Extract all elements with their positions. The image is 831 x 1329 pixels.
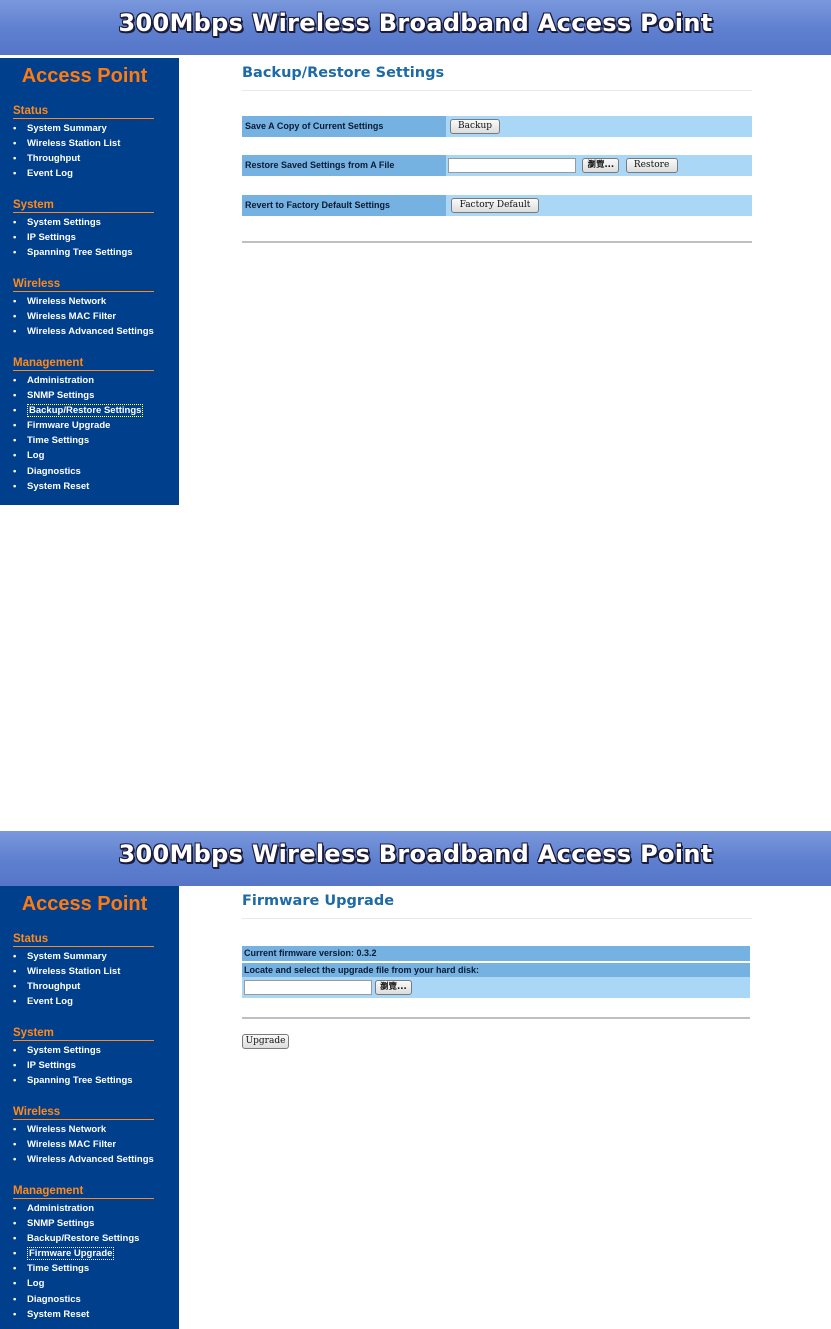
firmware-upgrade-screen (0, 831, 831, 1329)
firmware-version-row: Current firmware version: 0.3.2 (242, 946, 750, 961)
page-title: Backup/Restore Settings (242, 65, 752, 91)
sidebar-item-wireless-mac-filter[interactable]: • Wireless MAC Filter (13, 1139, 117, 1151)
sidebar-item-firmware-upgrade[interactable]: • Firmware Upgrade (13, 420, 111, 432)
restore-button[interactable]: Restore (626, 158, 678, 173)
section-title-system: System (13, 199, 154, 213)
sidebar-item-system-summary[interactable]: • System Summary (13, 951, 107, 962)
section-title-status: Status (13, 105, 154, 119)
sidebar-section-status (13, 105, 154, 181)
sidebar-section-management (13, 1185, 154, 1322)
sidebar-item-system-reset[interactable]: • System Reset (13, 480, 90, 492)
factory-default-button[interactable]: Factory Default (451, 198, 539, 213)
sidebar-section-system (13, 1027, 154, 1088)
sidebar-brand: Access Point (21, 65, 148, 87)
restore-browse-button[interactable]: 瀏覽... (582, 158, 619, 173)
banner-title: 300Mbps Wireless Broadband Access Point (118, 840, 713, 868)
sidebar-section-wireless (13, 1106, 154, 1167)
save-settings-row (242, 116, 752, 137)
backup-button[interactable]: Backup (450, 119, 500, 134)
section-title-status: Status (13, 933, 154, 947)
sidebar-item-event-log[interactable]: • Event Log (13, 168, 73, 180)
sidebar-item-wireless-station-list[interactable]: • Wireless Station List (13, 138, 121, 150)
sidebar-item-wireless-network[interactable]: • Wireless Network (13, 1124, 107, 1135)
header-banner (0, 831, 831, 886)
backup-restore-screen (0, 0, 831, 505)
page-title: Firmware Upgrade (242, 893, 752, 919)
upgrade-browse-button[interactable]: 瀏覽... (375, 980, 412, 995)
section-title-wireless: Wireless (13, 1106, 154, 1120)
sidebar-item-time-settings[interactable]: • Time Settings (13, 435, 90, 447)
sidebar-item-ip-settings[interactable]: • IP Settings (13, 232, 76, 244)
section-title-management: Management (13, 357, 154, 371)
restore-file-input[interactable] (448, 158, 576, 173)
sidebar-item-log[interactable]: • Log (13, 1278, 45, 1290)
sidebar-item-diagnostics[interactable]: • Diagnostics (13, 465, 81, 477)
sidebar-section-management (13, 357, 154, 494)
section-title-management: Management (13, 1185, 154, 1199)
locate-file-row: Locate and select the upgrade file from your hard disk: (242, 963, 750, 977)
content-divider (242, 241, 752, 243)
sidebar-item-firmware-upgrade[interactable]: • Firmware Upgrade (13, 1248, 113, 1260)
sidebar-item-ip-settings[interactable]: • IP Settings (13, 1060, 76, 1072)
sidebar-item-spanning-tree-settings[interactable]: • Spanning Tree Settings (13, 247, 133, 259)
sidebar (0, 886, 179, 1329)
banner-title: 300Mbps Wireless Broadband Access Point (118, 9, 713, 37)
upgrade-file-row (242, 977, 750, 998)
restore-settings-row (242, 155, 752, 176)
sidebar-item-system-reset[interactable]: • System Reset (13, 1308, 90, 1320)
sidebar-item-wireless-mac-filter[interactable]: • Wireless MAC Filter (13, 311, 117, 323)
save-settings-label: Save A Copy of Current Settings (242, 116, 446, 137)
sidebar-item-time-settings[interactable]: • Time Settings (13, 1263, 90, 1275)
sidebar-item-log[interactable]: • Log (13, 450, 45, 462)
sidebar-item-administration[interactable]: • Administration (13, 375, 95, 386)
sidebar-section-status (13, 933, 154, 1009)
sidebar (0, 58, 179, 505)
factory-default-row (242, 195, 752, 216)
sidebar-item-snmp-settings[interactable]: • SNMP Settings (13, 1218, 95, 1230)
content-divider (242, 1017, 750, 1019)
sidebar-item-throughput[interactable]: • Throughput (13, 153, 81, 165)
sidebar-item-diagnostics[interactable]: • Diagnostics (13, 1293, 81, 1305)
main-content (242, 58, 752, 210)
factory-default-label: Revert to Factory Default Settings (242, 195, 446, 216)
sidebar-item-wireless-network[interactable]: • Wireless Network (13, 296, 107, 307)
sidebar-brand: Access Point (21, 893, 148, 915)
sidebar-item-system-settings[interactable]: • System Settings (13, 1045, 101, 1056)
sidebar-item-backup-restore-settings[interactable]: • Backup/Restore Settings (13, 1233, 140, 1245)
header-banner (0, 0, 831, 55)
sidebar-item-event-log[interactable]: • Event Log (13, 996, 73, 1008)
upgrade-button[interactable]: Upgrade (242, 1034, 289, 1049)
main-content (242, 886, 752, 1046)
sidebar-section-system (13, 199, 154, 260)
upgrade-file-input[interactable] (244, 980, 372, 995)
sidebar-item-wireless-advanced-settings[interactable]: • Wireless Advanced Settings (13, 326, 154, 338)
section-title-system: System (13, 1027, 154, 1041)
restore-settings-label: Restore Saved Settings from A File (242, 155, 446, 176)
sidebar-item-administration[interactable]: • Administration (13, 1203, 95, 1214)
sidebar-item-throughput[interactable]: • Throughput (13, 981, 81, 993)
sidebar-item-wireless-station-list[interactable]: • Wireless Station List (13, 966, 121, 978)
sidebar-item-wireless-advanced-settings[interactable]: • Wireless Advanced Settings (13, 1154, 154, 1166)
sidebar-section-wireless (13, 278, 154, 339)
sidebar-item-system-settings[interactable]: • System Settings (13, 217, 101, 228)
sidebar-item-snmp-settings[interactable]: • SNMP Settings (13, 390, 95, 402)
sidebar-item-backup-restore-settings[interactable]: • Backup/Restore Settings (13, 405, 142, 417)
sidebar-item-system-summary[interactable]: • System Summary (13, 123, 107, 134)
sidebar-item-spanning-tree-settings[interactable]: • Spanning Tree Settings (13, 1075, 133, 1087)
section-title-wireless: Wireless (13, 278, 154, 292)
